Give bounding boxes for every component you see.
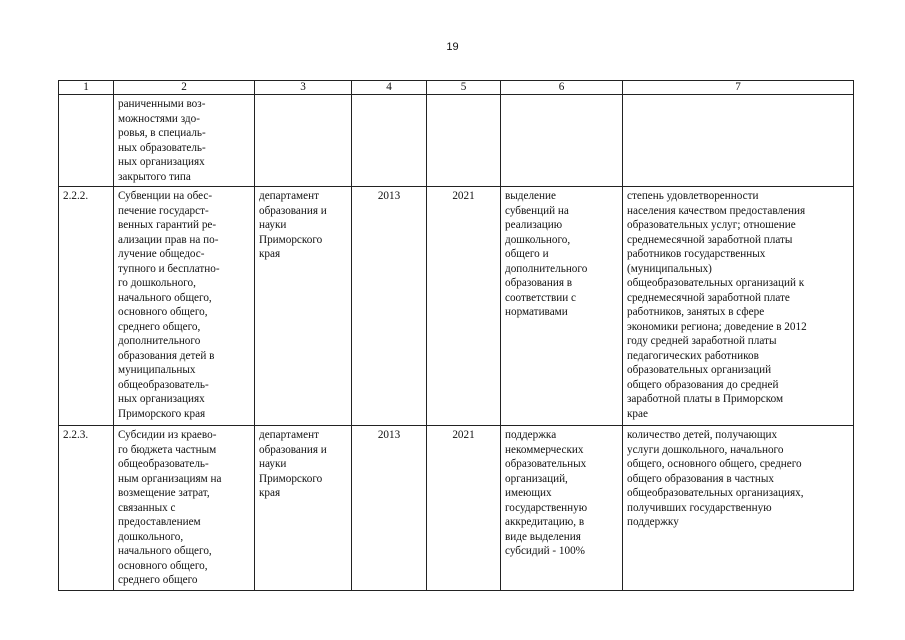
column-header: 6 bbox=[501, 81, 623, 95]
end-year: 2021 bbox=[427, 187, 501, 426]
row-number: 2.2.2. bbox=[59, 187, 114, 426]
table-row bbox=[59, 426, 854, 591]
measure-name: раниченными воз- можностями здо- ровья, в специаль- ных образователь- ных организациях закрытого типа bbox=[114, 95, 255, 187]
expected-result bbox=[501, 95, 623, 187]
executor: департамент образования и науки Приморского края bbox=[255, 426, 352, 591]
end-year: 2021 bbox=[427, 426, 501, 591]
start-year: 2013 bbox=[352, 187, 427, 426]
column-header: 7 bbox=[623, 81, 854, 95]
row-number bbox=[59, 95, 114, 187]
executor bbox=[255, 95, 352, 187]
measure-name: Субвенции на обес- печение государст- венных гарантий ре- ализации прав на по- лучение общедос- тупного и бесплатно- го дошкольного, начального общего, основного общего, среднего общего, дополнительного образования детей в муниципальных общеобразователь- ных организациях Приморского края bbox=[114, 187, 255, 426]
row-number: 2.2.3. bbox=[59, 426, 114, 591]
end-year bbox=[427, 95, 501, 187]
program-table bbox=[58, 80, 854, 591]
column-header: 5 bbox=[427, 81, 501, 95]
column-header: 3 bbox=[255, 81, 352, 95]
indicator: степень удовлетворенности населения качеством предоставления образовательных услуг; отношение среднемесячной заработной платы работников государственных (муниципальных) общеобразовательных организаций к среднемесячной заработной плате работников, занятых в сфере экономики региона; доведение в 2012 году средней заработной платы педагогических работников образовательных организаций общего образования до средней заработной платы в Приморском крае bbox=[623, 187, 854, 426]
column-header: 2 bbox=[114, 81, 255, 95]
executor: департамент образования и науки Приморского края bbox=[255, 187, 352, 426]
indicator bbox=[623, 95, 854, 187]
table-row bbox=[59, 95, 854, 187]
column-header: 1 bbox=[59, 81, 114, 95]
column-header: 4 bbox=[352, 81, 427, 95]
page-number: 19 bbox=[446, 41, 459, 53]
expected-result: поддержка некоммерческих образовательных организаций, имеющих государственную аккредитацию, в виде выделения субсидий - 100% bbox=[501, 426, 623, 591]
start-year bbox=[352, 95, 427, 187]
start-year: 2013 bbox=[352, 426, 427, 591]
indicator: количество детей, получающих услуги дошкольного, начального общего, основного общего, среднего общего образования в частных общеобразовательных организациях, получивших государственную поддержку bbox=[623, 426, 854, 591]
header-row bbox=[59, 81, 854, 95]
measure-name: Субсидии из краево- го бюджета частным общеобразователь- ным организациям на возмещение затрат, связанных с предоставлением дошкольного, начального общего, основного общего, среднего общего bbox=[114, 426, 255, 591]
table-row bbox=[59, 187, 854, 426]
expected-result: выделение субвенций на реализацию дошкольного, общего и дополнительного образования в соответствии с нормативами bbox=[501, 187, 623, 426]
